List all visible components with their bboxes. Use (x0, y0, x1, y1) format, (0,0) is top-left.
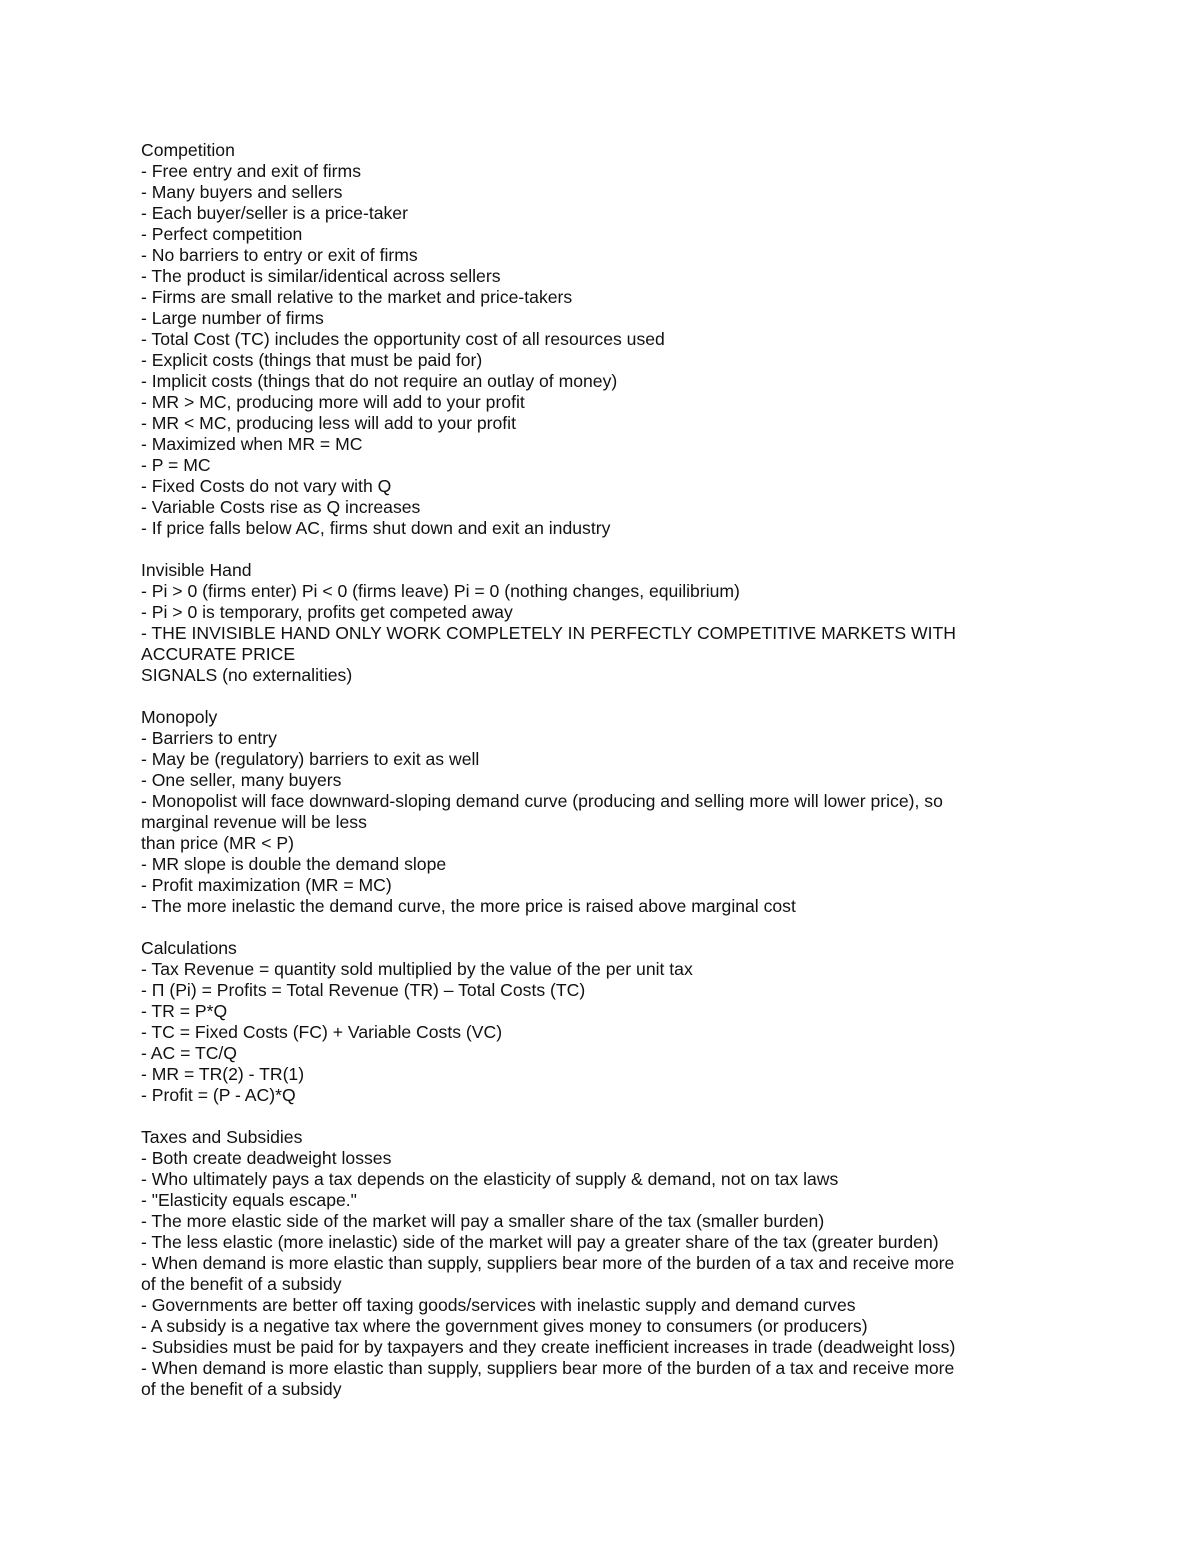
text-line: - One seller, many buyers (141, 770, 342, 790)
text-line: - Tax Revenue = quantity sold multiplied by the value of the per unit tax (141, 959, 693, 979)
text-line: - The product is similar/identical across sellers (141, 266, 501, 286)
text-line: - Subsidies must be paid for by taxpayers and they create inefficient increases in trade (deadweight loss) (141, 1337, 956, 1357)
text-line: - If price falls below AC, firms shut down and exit an industry (141, 518, 611, 538)
text-line: - AC = TC/Q (141, 1043, 237, 1063)
section-invisible-hand (141, 560, 1101, 686)
text-line: - Barriers to entry (141, 728, 277, 748)
section-heading: Calculations (141, 938, 237, 958)
document-page (141, 140, 1101, 1421)
text-line: - MR = TR(2) - TR(1) (141, 1064, 305, 1084)
text-line: - Maximized when MR = MC (141, 434, 363, 454)
text-line: - Governments are better off taxing goods/services with inelastic supply and demand curves (141, 1295, 856, 1315)
text-line: - A subsidy is a negative tax where the government gives money to consumers (or producers) (141, 1316, 868, 1336)
text-line: - MR slope is double the demand slope (141, 854, 447, 874)
text-line: - Profit maximization (MR = MC) (141, 875, 392, 895)
text-line: - P = MC (141, 455, 211, 475)
text-line: - Large number of firms (141, 308, 324, 328)
text-line: - Variable Costs rise as Q increases (141, 497, 421, 517)
section-heading: Taxes and Subsidies (141, 1127, 303, 1147)
text-line: - Free entry and exit of firms (141, 161, 361, 181)
text-line: than price (MR < P) (141, 833, 295, 853)
section-calculations (141, 938, 1101, 1106)
text-line: - Implicit costs (things that do not require an outlay of money) (141, 371, 618, 391)
text-line: - The more elastic side of the market will pay a smaller share of the tax (smaller burden) (141, 1211, 825, 1231)
text-line: ACCURATE PRICE (141, 644, 296, 664)
text-line: - Firms are small relative to the market and price-takers (141, 287, 573, 307)
text-line: - Both create deadweight losses (141, 1148, 392, 1168)
text-line: SIGNALS (no externalities) (141, 665, 353, 685)
text-line: of the benefit of a subsidy (141, 1274, 342, 1294)
text-line: - Each buyer/seller is a price-taker (141, 203, 408, 223)
text-line: - Many buyers and sellers (141, 182, 343, 202)
text-line: marginal revenue will be less (141, 812, 367, 832)
text-line: - Π (Pi) = Profits = Total Revenue (TR) – Total Costs (TC) (141, 980, 586, 1000)
text-line: - Pi > 0 is temporary, profits get competed away (141, 602, 513, 622)
text-line: - THE INVISIBLE HAND ONLY WORK COMPLETELY IN PERFECTLY COMPETITIVE MARKETS WITH (141, 623, 956, 643)
text-line: - Total Cost (TC) includes the opportunity cost of all resources used (141, 329, 665, 349)
text-line: - The more inelastic the demand curve, the more price is raised above marginal cost (141, 896, 796, 916)
text-line: - Profit = (P - AC)*Q (141, 1085, 296, 1105)
text-line: - MR > MC, producing more will add to your profit (141, 392, 525, 412)
text-line: - Monopolist will face downward-sloping demand curve (producing and selling more will lower price), so (141, 791, 943, 811)
text-line: - TR = P*Q (141, 1001, 228, 1021)
text-line: of the benefit of a subsidy (141, 1379, 342, 1399)
text-line: - Fixed Costs do not vary with Q (141, 476, 392, 496)
text-line: - May be (regulatory) barriers to exit as well (141, 749, 480, 769)
text-line: - Pi > 0 (firms enter) Pi < 0 (firms leave) Pi = 0 (nothing changes, equilibrium) (141, 581, 740, 601)
section-heading: Invisible Hand (141, 560, 252, 580)
text-line: - Who ultimately pays a tax depends on the elasticity of supply & demand, not on tax laws (141, 1169, 839, 1189)
text-line: - Explicit costs (things that must be paid for) (141, 350, 483, 370)
section-heading: Competition (141, 140, 235, 160)
text-line: - When demand is more elastic than supply, suppliers bear more of the burden of a tax and receive more (141, 1253, 955, 1273)
text-line: - No barriers to entry or exit of firms (141, 245, 418, 265)
section-heading: Monopoly (141, 707, 218, 727)
text-line: - Perfect competition (141, 224, 303, 244)
text-line: - When demand is more elastic than supply, suppliers bear more of the burden of a tax and receive more (141, 1358, 955, 1378)
section-taxes-and-subsidies (141, 1127, 1101, 1400)
section-competition (141, 140, 1101, 539)
text-line: - MR < MC, producing less will add to your profit (141, 413, 516, 433)
section-monopoly (141, 707, 1101, 917)
text-line: - TC = Fixed Costs (FC) + Variable Costs (VC) (141, 1022, 503, 1042)
text-line: - The less elastic (more inelastic) side of the market will pay a greater share of the tax (greater burden) (141, 1232, 939, 1252)
text-line: - "Elasticity equals escape." (141, 1190, 357, 1210)
